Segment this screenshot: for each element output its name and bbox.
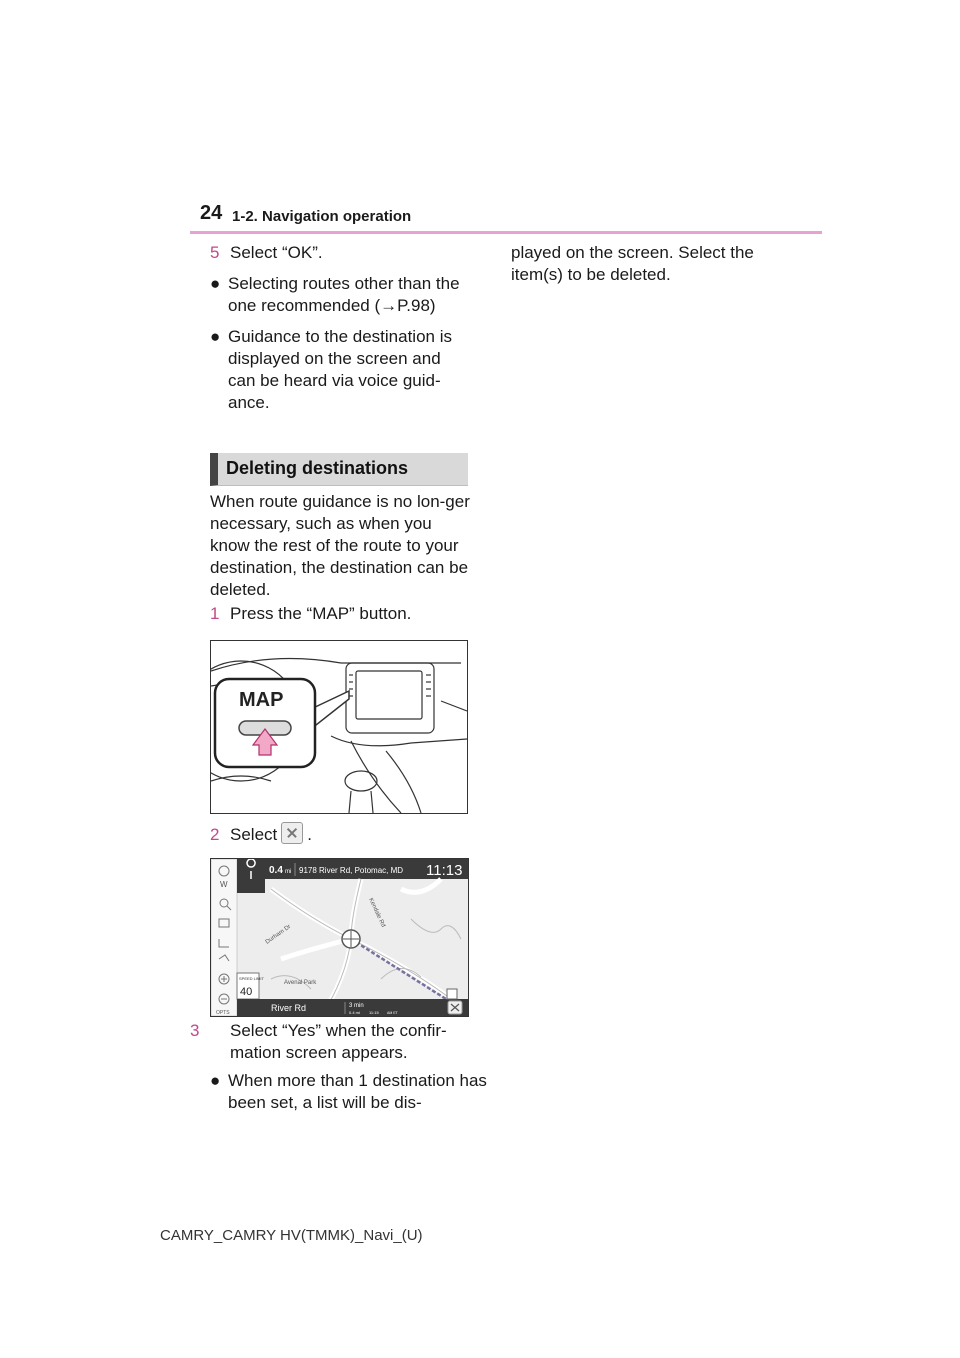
distance-unit: mi <box>285 869 292 875</box>
step-text: Press the “MAP” button. <box>230 604 412 623</box>
step-text: Select “OK”. <box>230 243 323 262</box>
page-number: 24 <box>200 202 223 224</box>
intro-paragraph: When route guidance is no lon-ger necessary, such as when you know the rest of the route to your destination, the destination can be deleted. <box>210 492 470 599</box>
bullet-multiple-destinations: ● When more than 1 destination has been set, a list will be dis- <box>210 1071 487 1112</box>
clock-text: 11:13 <box>426 862 463 879</box>
step-number: 1 <box>210 604 220 623</box>
bullet-guidance: ● Guidance to the destination is displayed on the screen and can be heard via voice guid-ance. <box>210 327 452 412</box>
step-1 <box>210 603 472 625</box>
compass-label: W <box>220 880 228 889</box>
navigation-screen <box>210 858 469 1017</box>
speed-limit-value: 40 <box>240 986 253 998</box>
place-label: Avenal Park <box>284 980 317 986</box>
footer-model-code: CAMRY_CAMRY HV(TMMK)_Navi_(U) <box>160 1227 423 1244</box>
step-number: 2 <box>210 825 220 844</box>
step-2: 2 Select . <box>210 822 472 846</box>
eta-minutes: 3 min <box>349 1003 364 1009</box>
callout-pointer <box>311 691 349 729</box>
step-5 <box>210 242 472 264</box>
road-name-text: River Rd <box>271 1003 307 1013</box>
step-3 <box>190 1020 492 1064</box>
section-heading-text: Deleting destinations <box>226 458 409 478</box>
page-reference-link[interactable]: →P.98 <box>380 296 430 315</box>
arrival-suffix: AM ET <box>387 1011 398 1015</box>
map-button-label: MAP <box>239 689 284 711</box>
bullet-other-routes: ● Selecting routes other than the one recommended (→P.98) <box>210 274 460 315</box>
section-title: 1-2. Navigation operation <box>232 208 412 225</box>
map-drawing <box>211 859 468 1016</box>
distance-text: 0.4 <box>269 865 283 876</box>
section-heading <box>210 453 468 486</box>
dashboard-drawing <box>211 641 467 813</box>
right-column-text: played on the screen. Select the item(s) to be deleted. <box>511 243 754 284</box>
bullet-icon: ● <box>210 1071 221 1090</box>
bullet-icon: ● <box>210 274 221 293</box>
address-text: 9178 River Rd, Potomac, MD <box>299 866 404 875</box>
road-label-2: Kendale Rd <box>367 897 386 929</box>
step-number: 3 <box>190 1021 200 1040</box>
header-rule <box>190 231 822 234</box>
options-label: OPTS <box>216 1010 230 1016</box>
close-x-icon <box>281 822 303 844</box>
eta-distance: 0.4 mi <box>349 1010 360 1015</box>
arrival-time: 11:15 <box>369 1010 379 1015</box>
bullet-icon: ● <box>210 327 221 346</box>
dashboard-illustration <box>210 640 468 814</box>
speed-limit-label: SPEED LIMIT <box>239 976 264 981</box>
destination-flag-icon <box>447 989 457 999</box>
left-column-top <box>210 242 472 414</box>
road-label-1: Durham Dr <box>264 923 293 946</box>
step-text: Select “Yes” when the confir-mation screen appears. <box>230 1021 447 1062</box>
step-number: 5 <box>210 243 220 262</box>
